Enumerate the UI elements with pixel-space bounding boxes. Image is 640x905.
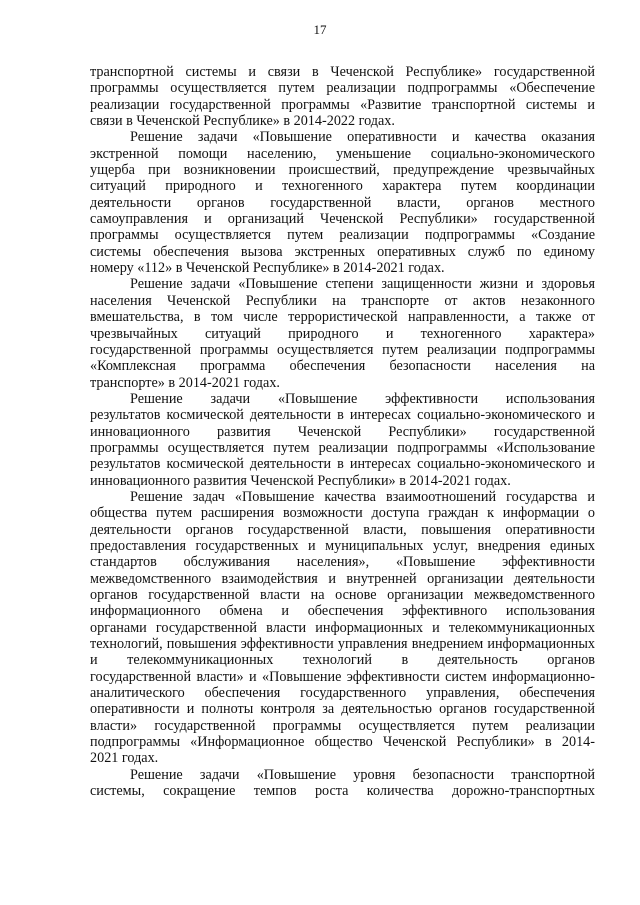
text-line: реализации государственной программы «Развитие транспортной системы и bbox=[90, 96, 595, 113]
text-line: экстренной помощи населению, уменьшение социально-экономического bbox=[90, 145, 595, 162]
text-line: вмешательства, в том числе террористической направленности, а также от bbox=[90, 309, 595, 326]
text-line: власти» государственной программы осуществляется путем реализации bbox=[90, 717, 595, 734]
text-line: населения Чеченской Республики на транспорте от актов незаконного bbox=[90, 292, 595, 309]
text-line: деятельности органов государственной власти, повышения оперативности bbox=[90, 521, 595, 538]
page-number: 17 bbox=[313, 22, 327, 37]
text-line: оперативности и полноты контроля за деятельностью органов государственной bbox=[90, 701, 595, 718]
text-line: системы, сокращение темпов роста количества дорожно-транспортных bbox=[90, 783, 595, 800]
text-line: ситуаций природного и техногенного характера путем координации bbox=[90, 178, 595, 195]
text-line: системы обеспечения вызова экстренных оперативных служб по единому bbox=[90, 243, 595, 260]
text-line: органами государственной власти информационных и телекоммуникационных bbox=[90, 619, 595, 636]
text-line: самоуправления и организаций Чеченской Республики» государственной bbox=[90, 211, 595, 228]
text-line: чрезвычайных ситуаций природного и техногенного характера» bbox=[90, 325, 595, 342]
text-line: подпрограммы «Информационное общество Чеченской Республики» в 2014- bbox=[90, 734, 595, 751]
text-line: деятельности органов государственной власти, органов местного bbox=[90, 194, 595, 211]
text-line: государственной власти» и «Повышение эффективности систем информационно- bbox=[90, 668, 595, 685]
text-line: общества путем расширения возможности доступа граждан к информации о bbox=[90, 505, 595, 522]
text-line: государственной программы осуществляется путем реализации подпрограммы bbox=[90, 341, 595, 358]
text-line: инновационного развития Чеченской Республики» государственной bbox=[90, 423, 595, 440]
text-line: результатов космической деятельности в интересах социально-экономического и bbox=[90, 456, 595, 473]
text-line: и телекоммуникационных технологий в деятельность органов bbox=[90, 652, 595, 669]
text-line: Решение задачи «Повышение уровня безопасности транспортной bbox=[130, 766, 595, 783]
text-line: Решение задачи «Повышение степени защищенности жизни и здоровья bbox=[130, 276, 595, 293]
text-line: информационного обмена и обеспечения эффективного использования bbox=[90, 603, 595, 620]
text-line: ущерба при возникновении происшествий, предупреждение чрезвычайных bbox=[90, 162, 595, 179]
text-line: Решение задачи «Повышение эффективности использования bbox=[130, 390, 595, 407]
text-line: «Комплексная программа обеспечения безопасности населения на bbox=[90, 358, 595, 375]
text-line: 2021 годах. bbox=[90, 750, 159, 767]
text-line: транспорте» в 2014-2021 годах. bbox=[90, 374, 280, 391]
text-line: результатов космической деятельности в интересах социально-экономического и bbox=[90, 407, 595, 424]
text-line: номеру «112» в Чеченской Республике» в 2014-2021 годах. bbox=[90, 260, 445, 277]
text-line: связи в Чеченской Республике» в 2014-2022 годах. bbox=[90, 113, 395, 130]
text-line: программы осуществляется путем реализации подпрограммы «Создание bbox=[90, 227, 595, 244]
body-text bbox=[90, 64, 595, 799]
text-line: аналитического обеспечения государственного управления, обеспечения bbox=[90, 685, 595, 702]
text-line: транспортной системы и связи в Чеченской Республике» государственной bbox=[90, 64, 595, 80]
text-line: программы осуществляется путем реализации подпрограммы «Использование bbox=[90, 439, 595, 456]
text-line: технологий, повышения эффективности управления внедрением информационных bbox=[90, 636, 595, 653]
text-line: Решение задач «Повышение качества взаимоотношений государства и bbox=[130, 488, 595, 505]
text-line: стандартов обслуживания населения», «Повышение эффективности bbox=[90, 554, 595, 571]
text-line: программы осуществляется путем реализации подпрограммы «Обеспечение bbox=[90, 80, 595, 97]
text-line: органов государственной власти на основе организации межведомственного bbox=[90, 587, 595, 603]
text-line: инновационного развития Чеченской Республики» в 2014-2021 годах. bbox=[90, 472, 511, 489]
text-line: Решение задачи «Повышение оперативности и качества оказания bbox=[130, 129, 595, 146]
text-line: межведомственного взаимодействия и внутренней организации деятельности bbox=[90, 570, 595, 587]
text-line: предоставления государственных и муниципальных услуг, внедрения единых bbox=[90, 537, 595, 554]
